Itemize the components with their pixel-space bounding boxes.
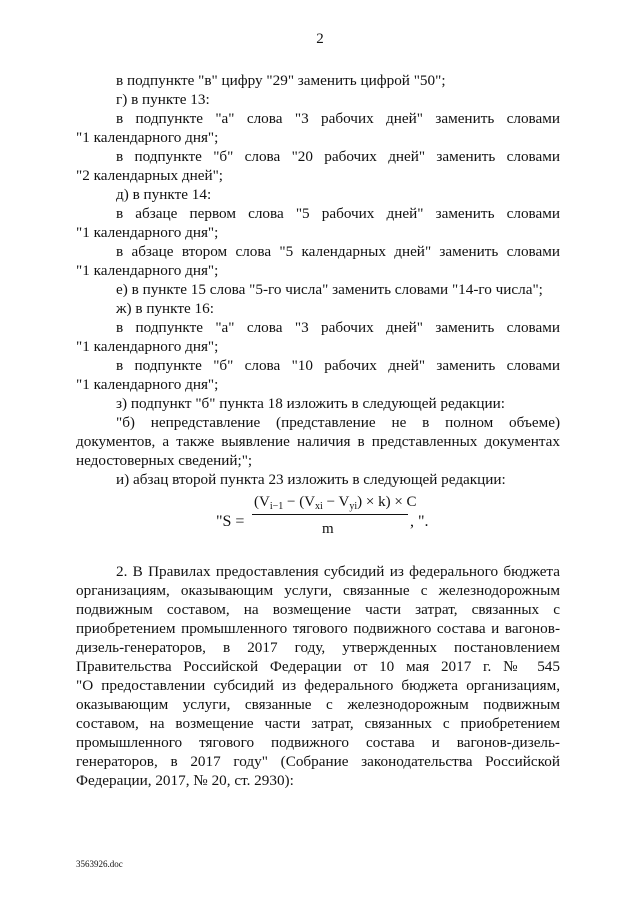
paragraph-line: генераторов, в 2017 году" (Собрание законодательства Российской	[76, 753, 560, 770]
paragraph-line: "О предоставлении субсидий из федерального бюджета организациям,	[76, 677, 560, 694]
paragraph-line: "1 календарного дня";	[76, 129, 219, 146]
paragraph-line: недостоверных сведений;";	[76, 452, 253, 469]
paragraph-line: з) подпункт "б" пункта 18 изложить в следующей редакции:	[116, 395, 505, 412]
paragraph-line: "1 календарного дня";	[76, 262, 219, 279]
footer-filename: 3563926.doc	[76, 859, 123, 869]
paragraph-line: Федерации, 2017, № 20, ст. 2930):	[76, 772, 294, 789]
paragraph-line: в подпункте "б" слова "20 рабочих дней" заменить словами	[116, 148, 560, 165]
paragraph-line: г) в пункте 13:	[116, 91, 210, 108]
paragraph-line: и) абзац второй пункта 23 изложить в следующей редакции:	[116, 471, 506, 488]
formula-lhs: "S =	[216, 513, 245, 530]
paragraph-line: 2. В Правилах предоставления субсидий из федерального бюджета	[116, 563, 560, 580]
paragraph-line: дизель-генераторов, в 2017 году, утвержденных постановлением	[76, 639, 560, 656]
paragraph-line: в подпункте "а" слова "3 рабочих дней" заменить словами	[116, 319, 560, 336]
paragraph-line: "1 календарного дня";	[76, 376, 219, 393]
paragraph-line: ж) в пункте 16:	[116, 300, 214, 317]
paragraph-line: в подпункте "в" цифру "29" заменить цифрой "50";	[116, 72, 446, 89]
page-number: 2	[316, 31, 324, 47]
paragraph-line: в абзаце втором слова "5 календарных дней" заменить словами	[116, 243, 560, 260]
paragraph-line: "б) непредставление (представление не в полном объеме)	[116, 414, 560, 431]
paragraph-line: "1 календарного дня";	[76, 224, 219, 241]
formula-tail: , ".	[410, 513, 429, 530]
paragraph-line: подвижным составом, на возмещение части затрат, связанных с	[76, 601, 560, 618]
paragraph-line: составом, на возмещение части затрат, связанных с приобретением	[76, 715, 560, 732]
paragraph-line: Правительства Российской Федерации от 10 мая 2017 г. № 545	[76, 658, 560, 675]
paragraph-line: в подпункте "б" слова "10 рабочих дней" заменить словами	[116, 357, 560, 374]
paragraph-line: организациям, оказывающим услуги, связанные с железнодорожным	[76, 582, 560, 599]
paragraph-line: приобретением промышленного тягового подвижного состава и вагонов-	[76, 620, 560, 637]
paragraph-line: е) в пункте 15 слова "5-го числа" заменить словами "14-го числа";	[116, 281, 543, 298]
paragraph-line: промышленного тягового подвижного состава и вагонов-дизель-	[76, 734, 560, 751]
spacer	[76, 551, 560, 562]
paragraph-line: оказывающим услуги, связанные с железнодорожным подвижным	[76, 696, 560, 713]
fraction-bar	[252, 514, 408, 515]
paragraph-line: в подпункте "а" слова "3 рабочих дней" заменить словами	[116, 110, 560, 127]
paragraph-line: документов, а также выявление наличия в представленных документах	[76, 433, 560, 450]
paragraph-line: в абзаце первом слова "5 рабочих дней" заменить словами	[116, 205, 560, 222]
formula	[76, 493, 560, 549]
paragraph-line: "1 календарного дня";	[76, 338, 219, 355]
formula-numerator: $(V_{i-1} - (V_{xi} - V_{yi}) \times k) \times C$	[254, 494, 417, 512]
document-body	[76, 71, 560, 790]
paragraph-line: "2 календарных дней";	[76, 167, 223, 184]
formula-denominator: m	[322, 521, 334, 537]
paragraph-line: д) в пункте 14:	[116, 186, 212, 203]
